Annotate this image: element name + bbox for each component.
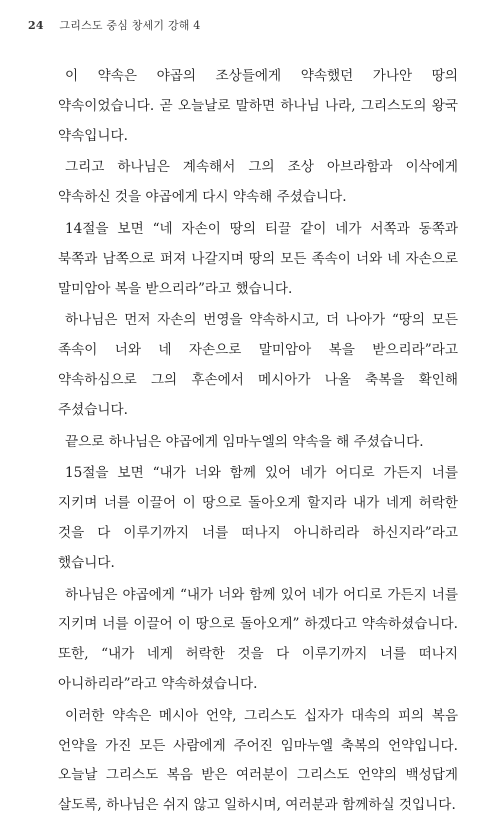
book-title: 그리스도 중심 창세기 강해 4 <box>59 19 201 32</box>
paragraph: 이 약속은 야곱의 조상들에게 약속했던 가나안 땅의 약속이었습니다. 곧 오늘날로 말하면 하나님 나라, 그리스도의 왕국 약속입니다. <box>58 68 458 144</box>
running-header <box>28 17 201 33</box>
paragraph: 하나님은 먼저 자손의 번영을 약속하시고, 더 나아가 “땅의 모든 족속이 너와 네 자손으로 말미암아 복을 받으리라”라고 약속하심으로 그의 후손에서 메시아가 나올 축복을 확인해 주셨습니다. <box>58 312 458 418</box>
page-number: 24 <box>28 19 44 32</box>
paragraph: 14절을 보면 “네 자손이 땅의 티끌 같이 네가 서쪽과 동쪽과 북쪽과 남쪽으로 퍼져 나갈지며 땅의 모든 족속이 너와 네 자손으로 말미암아 복을 받으리라”라고 했습니다. <box>58 220 458 297</box>
paragraph: 이러한 약속은 메시아 언약, 그리스도 십자가 대속의 피의 복음 언약을 가진 모든 사람에게 주어진 임마누엘 축복의 언약입니다. 오늘날 그리스도 복음 받은 여러분이 그리스도 언약의 백성답게 살도록, 하나님은 쉬지 않고 일하시며, 여러분과 함께하실 것입니다. <box>58 707 458 814</box>
paragraph: 끝으로 하나님은 야곱에게 임마누엘의 약속을 해 주셨습니다. <box>65 433 424 450</box>
body-text <box>58 62 458 823</box>
paragraph: 그리고 하나님은 계속해서 그의 조상 아브라함과 이삭에게 약속하신 것을 야곱에게 다시 약속해 주셨습니다. <box>58 159 458 206</box>
paragraph: 하나님은 야곱에게 “내가 너와 함께 있어 네가 어디로 가든지 너를 지키며 너를 이끌어 이 땅으로 돌아오게” 하겠다고 약속하셨습니다. 또한, “내가 네게 허락한 것을 다 이루기까지 너를 떠나지 아니하리라”라고 약속하셨습니다. <box>58 586 458 692</box>
paragraph: 15절을 보면 “내가 너와 함께 있어 네가 어디로 가든지 너를 지키며 너를 이끌어 이 땅으로 돌아오게 할지라 내가 네게 허락한 것을 다 이루기까지 너를 떠나지 아니하리라 하신지라”라고 했습니다. <box>58 465 458 571</box>
